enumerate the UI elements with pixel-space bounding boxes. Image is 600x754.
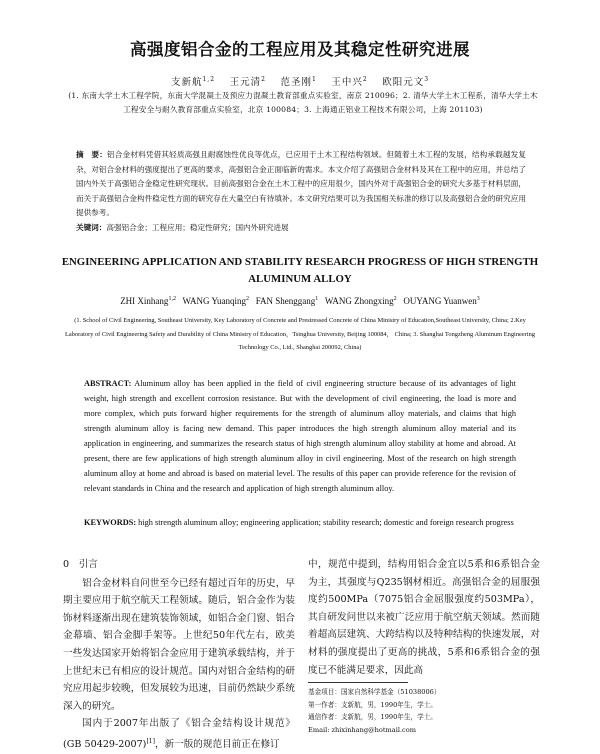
body-paragraph-last: [63, 715, 295, 753]
cn-author-sup: 3: [424, 75, 430, 83]
english-title: ENGINEERING APPLICATION AND STABILITY RESEARCH PROGRESS OF HIGH STRENGTH ALUMINUM ALLOY: [61, 256, 539, 285]
section-heading: 0 引言: [63, 559, 98, 570]
footnotes: [308, 686, 540, 736]
cn-author-name: 范圣刚: [280, 77, 312, 88]
footnote-first-author: 第一作者：支新航，男，1990年生，学士。: [308, 700, 437, 709]
footnote-corresponding-author: 通信作者：支新航，男，1990年生，学士。: [308, 713, 437, 722]
body-text-tail: ，新一版的规范目前正在修订: [154, 739, 280, 751]
en-author-sup: 3: [476, 296, 480, 302]
english-keywords: [84, 516, 516, 530]
cn-keywords-label: 关键词：: [76, 222, 107, 232]
en-author-sup: 1: [315, 296, 319, 302]
en-author-name: OUYANG Yuanwen: [403, 296, 477, 306]
english-authors: [0, 296, 600, 306]
en-author-name: FAN Shenggang: [255, 296, 316, 306]
cn-abstract-label: 摘 要：: [76, 150, 108, 159]
en-keywords-text: high strength aluminum alloy; engineering application; stability research; domestic and foreign research progress: [138, 518, 514, 527]
english-affiliation: (1. School of Civil Engineering, Southeast University, Key Laboratory of Concrete and Prestressed Concrete of China Ministry of Education,Southeast University, China; 2.Key Laboratory of Civil Engineering Safety and Durability of China Ministry of Education，Tsinghua University, Beijing 100084， China; 3. Shanghai Tongzheng Aluminum Engineering Technology Co., Ltd., Shanghai 200092, China): [65, 317, 535, 351]
en-author-sup: 1,2: [168, 296, 176, 302]
body-text: 国内于2007年出版了《铝合金结构设计规范》(GB 50429-2007): [63, 718, 295, 751]
en-keywords-label: KEYWORDS:: [84, 518, 137, 527]
en-author-name: WANG Yuanqing: [182, 296, 246, 306]
cn-author-name: 支新航: [170, 77, 203, 88]
en-author-sup: 2: [393, 296, 397, 302]
cn-author-sup: 1,2: [202, 75, 216, 83]
citation: [1]: [146, 737, 155, 745]
cn-author-sup: 1: [311, 75, 317, 83]
body-paragraph: 铝合金材料自问世至今已经有超过百年的历史，早期主要应用于航空航天工程领域。随后，铝合金作为装饰材料逐渐出现在建筑装饰领域，如铝合金门窗、铝合金幕墙、铝合金脚手架等。上世纪50年代左右，欧美一些发达国家开始将铝合金应用于建筑承载结构，并于上世纪末已有相应的设计规范。国内对铝合金结构的研究应用起步较晚，但发展较为迅速，目前仍然缺少系统深入的研究。: [63, 577, 295, 712]
chinese-authors: [0, 74, 600, 88]
footnote-email: Email: zhixinhang@hotmail.com: [308, 725, 416, 734]
chinese-abstract: [76, 148, 526, 235]
footnote-divider: [308, 682, 408, 683]
english-abstract: [84, 376, 516, 496]
cn-author-name: 王元清: [229, 77, 262, 88]
en-author-name: ZHI Xinhang: [120, 296, 169, 306]
cn-author-sup: 2: [362, 75, 368, 83]
chinese-affiliation: (1. 东南大学土木工程学院，东南大学混凝土及预应力混凝土教育部重点实验室，南京 210096；2. 清华大学土木工程系，清华大学土木工程安全与耐久教育部重点实验室，北京 100084；3. 上海通正铝业工程技术有限公司，上海 201103): [68, 91, 538, 114]
en-author-sup: 2: [245, 296, 249, 302]
en-abstract-label: ABSTRACT:: [84, 379, 132, 388]
cn-abstract-text: 铝合金材料凭借其轻质高强且耐腐蚀性优良等优点，已应用于土木工程结构领域。但随着土木工程的发展，结构承载越发复杂，对铝合金材料的强度提出了更高的要求，高强铝合金正面临新的需求。本文介绍了高强铝合金材料及其在工程中的应用，并总结了国内外关于高强铝合金稳定性研究现状。目前高强铝合金在土木工程中的应用很少，国内外对于高强铝合金的研究大多基于材料层面，而关于高强铝合金构件稳定性方面的研究存在大量空白有待填补。本文研究结果可以为我国相关标准的修订以及高强铝合金的研究应用提供参考。: [76, 150, 526, 217]
en-abstract-text: Aluminum alloy has been applied in the field of civil engineering structure because of its advantages of light weight, high strength and excellent corrosion resistance. But with the development of civil engineering, the load is more and more complex, which puts forward higher requirements for the strength of aluminum alloy materials, and claims that high strength aluminum alloy is facing new demand. This paper introduces the high strength aluminum alloy material and its application in engineering, and summarizes the research status of high strength aluminum alloy stability at home and abroad. At present, there are few applications of high strength aluminum alloy in civil engineering. Most of the research on high strength aluminum alloy at home and abroad is based on material level. The results of this paper can provide reference for the revision of relevant standards in China and the research and application of high strength aluminum alloy.: [84, 379, 516, 493]
cn-author-sup: 2: [261, 75, 266, 83]
body-right-column: [308, 556, 540, 679]
cn-author-name: 王中兴: [331, 77, 363, 88]
footnote-funding: 基金项目：国家自然科学基金（51038006）: [308, 688, 441, 696]
en-author-name: WANG Zhongxing: [324, 296, 394, 306]
chinese-title: 高强度铝合金的工程应用及其稳定性研究进展: [130, 40, 470, 59]
body-paragraph: 中，规范中提到，结构用铝合金宜以5系和6系铝合金为主，其强度与Q235钢材相近。高强铝合金的屈服强度约500MPa（7075铝合金屈服强度约503MPa），其自研发问世以来被广泛应用于航空航天领域。然而随着超高层建筑、大跨结构以及特种结构的快速发展，对材料的强度提出了更高的挑战，5系和6系铝合金的强度已不能满足要求，因此高: [308, 559, 540, 676]
cn-author-name: 欧阳元文: [382, 77, 425, 88]
body-left-column: [63, 556, 295, 754]
cn-keywords-text: 高强铝合金；工程应用；稳定性研究；国内外研究进展: [106, 222, 289, 232]
